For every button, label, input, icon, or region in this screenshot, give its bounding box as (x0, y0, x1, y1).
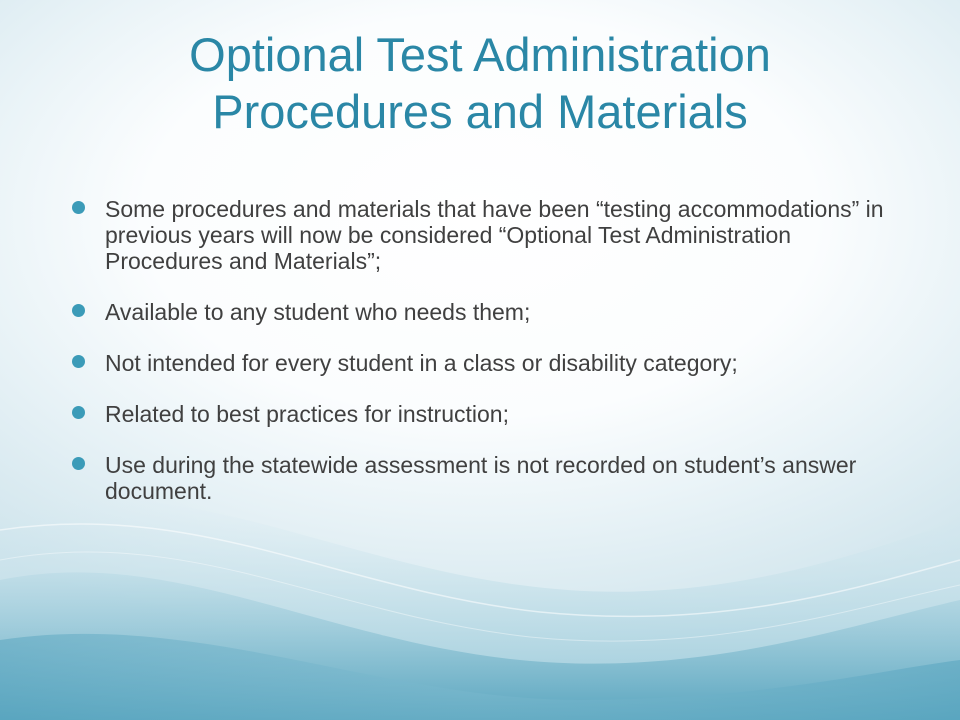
bullet-dot-icon (72, 406, 85, 419)
bullet-dot-icon (72, 355, 85, 368)
bullet-text: Not intended for every student in a class or disability category; (105, 350, 738, 376)
bullet-item (72, 196, 892, 274)
bullet-dot-icon (72, 457, 85, 470)
slide-title-line-2: Procedures and Materials (212, 85, 748, 138)
bullet-text: Some procedures and materials that have been “testing accommodations” in previous years will now be considered “Optional Test Administration Procedures and Materials”; (105, 196, 884, 274)
slide-title-line-1: Optional Test Administration (189, 28, 771, 81)
bullet-text: Available to any student who needs them; (105, 299, 531, 325)
bullet-dot-icon (72, 304, 85, 317)
bullet-dot-icon (72, 201, 85, 214)
bullet-item (72, 401, 892, 427)
bullet-list (72, 196, 892, 529)
bullet-text: Use during the statewide assessment is not recorded on student’s answer document. (105, 452, 857, 504)
bullet-item (72, 350, 892, 376)
bullet-item (72, 452, 892, 504)
bullet-text: Related to best practices for instruction; (105, 401, 509, 427)
bullet-item (72, 299, 892, 325)
slide-title (60, 26, 900, 140)
